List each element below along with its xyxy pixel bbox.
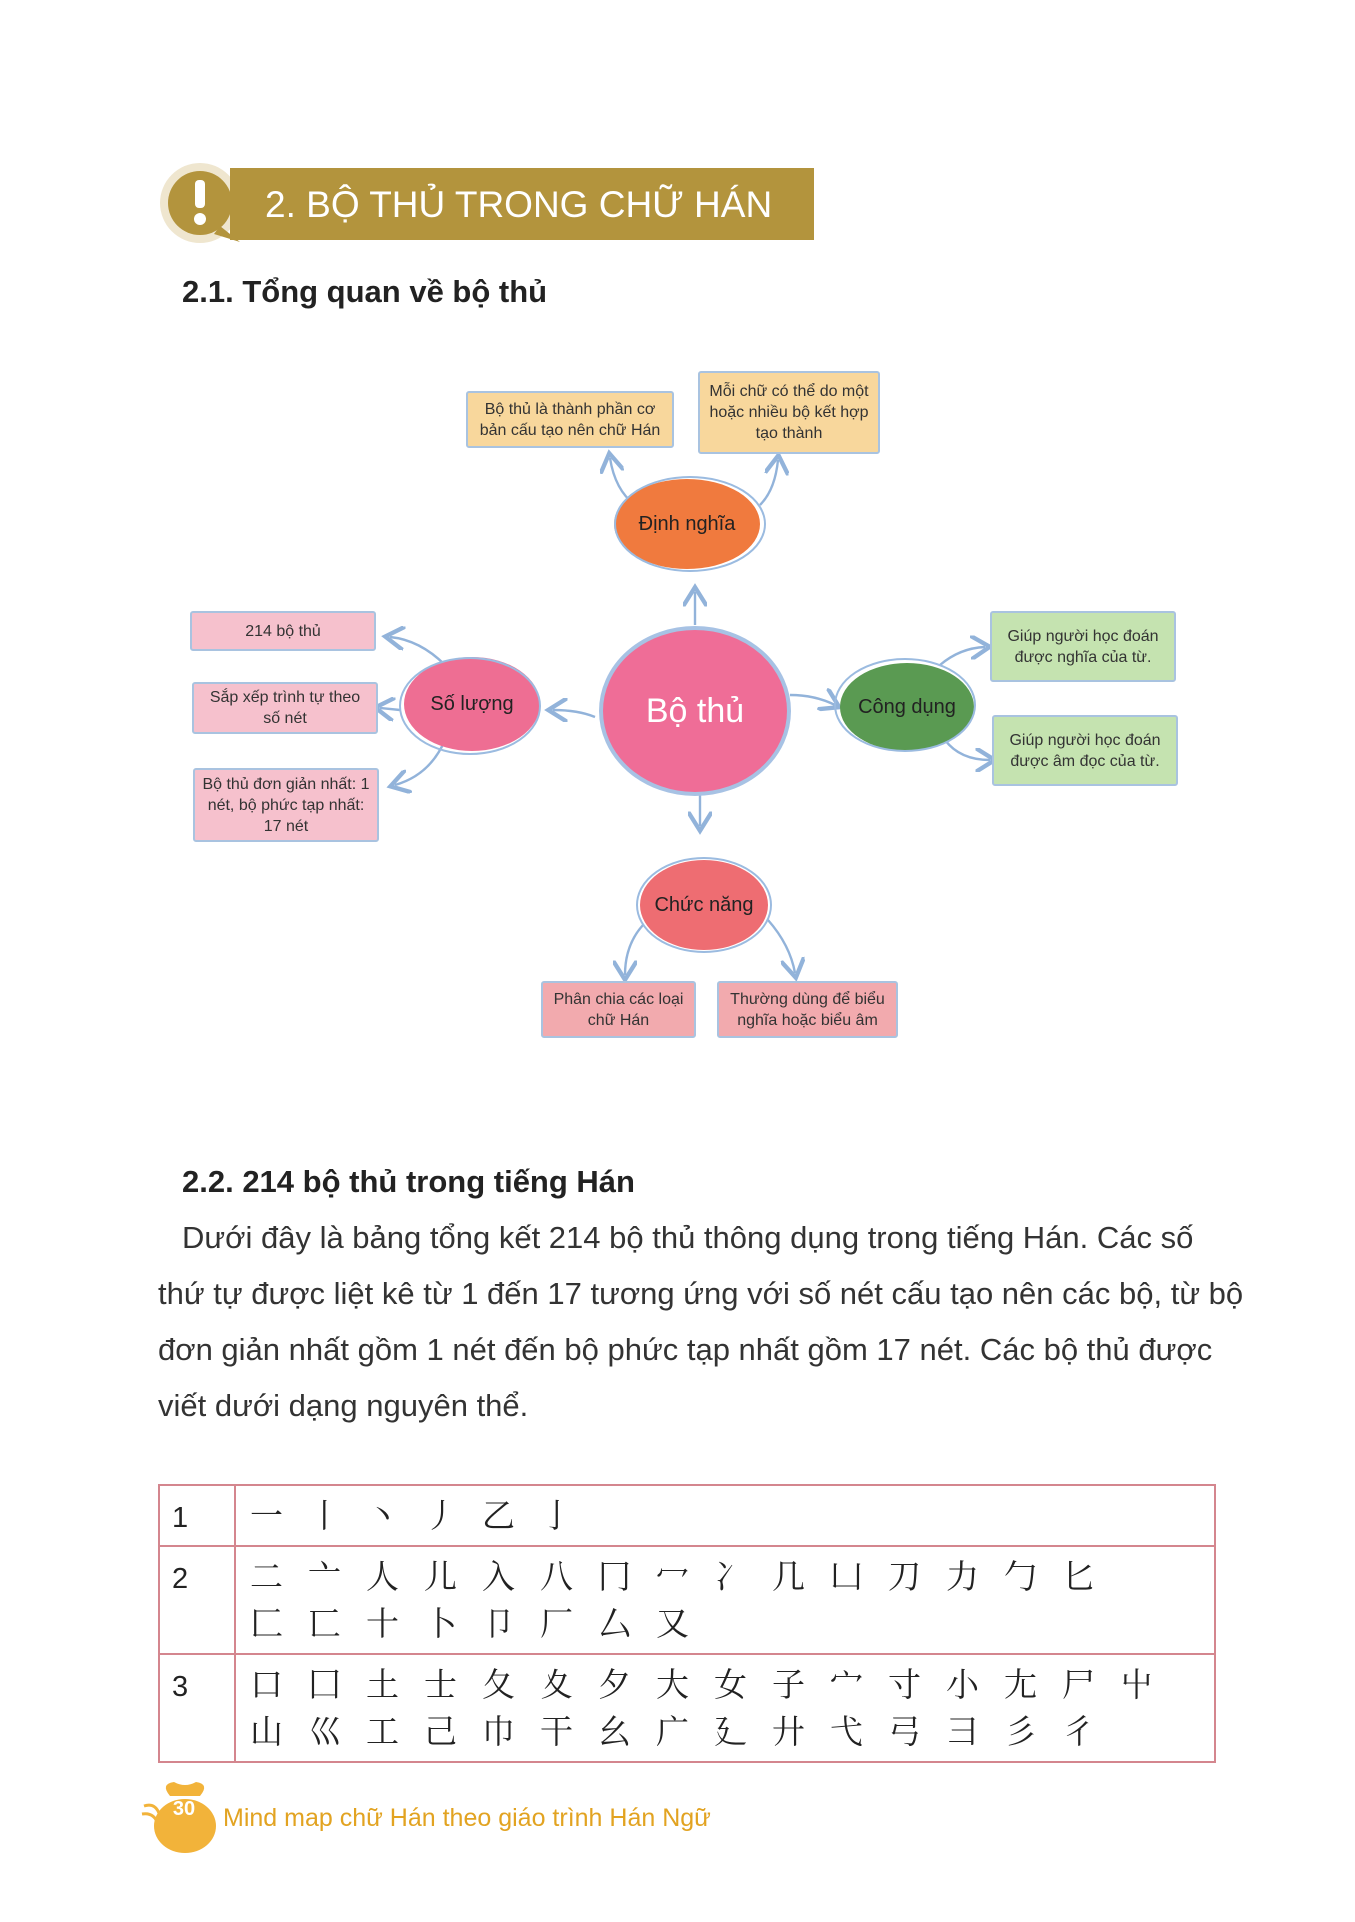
cong-dung-label: Công dụng — [858, 695, 956, 718]
radical-glyph: 冫 — [714, 1557, 747, 1596]
radical-glyph: 儿 — [424, 1557, 457, 1596]
paragraph-line: Dưới đây là bảng tổng kết 214 bộ thủ thông dụng trong tiếng Hán. Các số — [182, 1220, 1194, 1255]
radical-glyph: 幺 — [598, 1712, 631, 1751]
radical-glyph: 巾 — [482, 1712, 515, 1751]
dinh-nghia-box: Bộ thủ là thành phần cơ bản cấu tạo nên chữ Hán — [466, 391, 674, 448]
radical-glyph: 匸 — [308, 1604, 341, 1643]
chuc-nang-box: Phân chia các loại chữ Hán — [541, 981, 696, 1038]
radical-glyph: 夂 — [482, 1665, 515, 1704]
radical-glyph: 廾 — [772, 1712, 805, 1751]
intro-paragraph — [158, 1210, 1244, 1434]
cong-dung-box: Giúp người học đoán được nghĩa của từ. — [990, 611, 1176, 682]
chuc-nang-label: Chức năng — [654, 893, 754, 916]
connector-cong-dung-item1 — [940, 647, 985, 665]
radical-glyph: 囗 — [308, 1665, 341, 1704]
subsection-title-214: 2.2. 214 bộ thủ trong tiếng Hán — [182, 1164, 635, 1199]
radical-glyph: 尸 — [1062, 1665, 1095, 1704]
radical-row — [159, 1485, 1215, 1546]
connector-dinh-nghia-item2 — [760, 460, 778, 505]
dinh-nghia-label: Định nghĩa — [638, 512, 736, 535]
radical-glyph: 丶 — [366, 1496, 399, 1535]
connector-chuc-nang-item1 — [625, 925, 643, 975]
radical-glyph: 廴 — [714, 1712, 747, 1751]
radical-glyph: 匕 — [1062, 1557, 1095, 1596]
connector-so-luong-item2 — [380, 708, 400, 710]
radical-glyph: 彐 — [946, 1712, 979, 1751]
paragraph-line: thứ tự được liệt kê từ 1 đến 17 tương ứng với số nét cấu tạo nên các bộ, từ bộ — [158, 1276, 1244, 1311]
radical-glyph: 干 — [540, 1712, 573, 1751]
radical-glyph: 弋 — [830, 1712, 863, 1751]
radical-glyph: 夊 — [540, 1665, 573, 1704]
stroke-count-cell: 3 — [159, 1654, 235, 1762]
radical-line — [250, 1492, 1214, 1539]
radical-glyph: 一 — [250, 1496, 283, 1535]
radical-line — [250, 1553, 1214, 1600]
radical-glyph: 女 — [714, 1665, 747, 1704]
radical-glyph: 亅 — [540, 1496, 573, 1535]
dinh-nghia-box: Mỗi chữ có thể do một hoặc nhiều bộ kết hợp tạo thành — [698, 371, 880, 454]
radical-glyph: 尢 — [1004, 1665, 1037, 1704]
radical-glyph: 冖 — [656, 1557, 689, 1596]
radical-line — [250, 1661, 1214, 1708]
radical-glyph: 勹 — [1004, 1557, 1037, 1596]
radical-glyph: 彳 — [1062, 1712, 1095, 1751]
radicals-cell — [235, 1485, 1215, 1546]
so-luong-label: Số lượng — [430, 692, 514, 715]
radical-glyph: 子 — [772, 1665, 805, 1704]
radical-glyph: 又 — [656, 1604, 689, 1643]
radical-glyph: 卜 — [424, 1604, 457, 1643]
radical-glyph: 彡 — [1004, 1712, 1037, 1751]
so-luong-box: 214 bộ thủ — [190, 611, 376, 651]
radical-glyph: 口 — [250, 1665, 283, 1704]
radical-row — [159, 1654, 1215, 1762]
radical-glyph: 八 — [540, 1557, 573, 1596]
radical-glyph: 屮 — [1120, 1665, 1153, 1704]
radical-line — [250, 1708, 1214, 1755]
connector-center-cong-dung — [790, 695, 835, 705]
radical-glyph: 弓 — [888, 1712, 921, 1751]
subsection-title-overview: 2.1. Tổng quan về bộ thủ — [182, 274, 548, 309]
radical-glyph: 力 — [946, 1557, 979, 1596]
radical-glyph: 山 — [250, 1712, 283, 1751]
radical-glyph: 厂 — [540, 1604, 573, 1643]
radical-glyph: 刀 — [888, 1557, 921, 1596]
radical-glyph: 丿 — [424, 1496, 457, 1535]
radical-glyph: 土 — [366, 1665, 399, 1704]
paragraph-line: viết dưới dạng nguyên thể. — [158, 1388, 529, 1423]
paragraph-line: đơn giản nhất gồm 1 nét đến bộ phức tạp nhất gồm 17 nét. Các bộ thủ được — [158, 1332, 1213, 1367]
chuc-nang-box: Thường dùng để biểu nghĩa hoặc biểu âm — [717, 981, 898, 1038]
radical-glyph: 士 — [424, 1665, 457, 1704]
radicals-table — [158, 1484, 1216, 1763]
radical-glyph: 入 — [482, 1557, 515, 1596]
radical-line — [250, 1600, 1214, 1647]
radical-glyph: 广 — [656, 1712, 689, 1751]
connector-center-so-luong — [553, 710, 595, 717]
radical-glyph: 夕 — [598, 1665, 631, 1704]
radical-glyph: 匚 — [250, 1604, 283, 1643]
cong-dung-box: Giúp người học đoán được âm đọc của từ. — [992, 715, 1178, 786]
radical-glyph: 乙 — [482, 1496, 515, 1535]
radical-glyph: 丨 — [308, 1496, 341, 1535]
radical-row — [159, 1546, 1215, 1654]
stroke-count-cell: 2 — [159, 1546, 235, 1654]
radicals-cell — [235, 1654, 1215, 1762]
radical-glyph: 几 — [772, 1557, 805, 1596]
radical-glyph: 卩 — [482, 1604, 515, 1643]
connector-so-luong-item1 — [390, 637, 445, 665]
section-title: 2. BỘ THỦ TRONG CHỮ HÁN — [265, 184, 773, 225]
so-luong-box: Bộ thủ đơn giản nhất: 1 nét, bộ phức tạp nhất: 17 nét — [193, 768, 379, 842]
connector-cong-dung-item2 — [945, 740, 990, 760]
radical-glyph: 亠 — [308, 1557, 341, 1596]
radical-glyph: 凵 — [830, 1557, 863, 1596]
radical-glyph: 二 — [250, 1557, 283, 1596]
connector-so-luong-item3 — [395, 740, 445, 785]
page-number: 30 — [172, 1798, 196, 1820]
radicals-cell — [235, 1546, 1215, 1654]
radical-glyph: 冂 — [598, 1557, 631, 1596]
radical-glyph: 己 — [424, 1712, 457, 1751]
footer-book-title: Mind map chữ Hán theo giáo trình Hán Ngữ — [223, 1804, 711, 1832]
radical-glyph: 巛 — [308, 1712, 341, 1751]
radical-glyph: 人 — [366, 1557, 399, 1596]
center-node-label: Bộ thủ — [645, 691, 745, 730]
radical-glyph: 工 — [366, 1712, 399, 1751]
radical-glyph: 大 — [656, 1665, 689, 1704]
connector-chuc-nang-item2 — [768, 920, 795, 973]
radical-glyph: 寸 — [888, 1665, 921, 1704]
radical-glyph: 十 — [366, 1604, 399, 1643]
so-luong-box: Sắp xếp trình tự theo số nét — [192, 682, 378, 734]
radical-glyph: 宀 — [830, 1665, 863, 1704]
radical-glyph: 小 — [946, 1665, 979, 1704]
radical-glyph: 厶 — [598, 1604, 631, 1643]
stroke-count-cell: 1 — [159, 1485, 235, 1546]
